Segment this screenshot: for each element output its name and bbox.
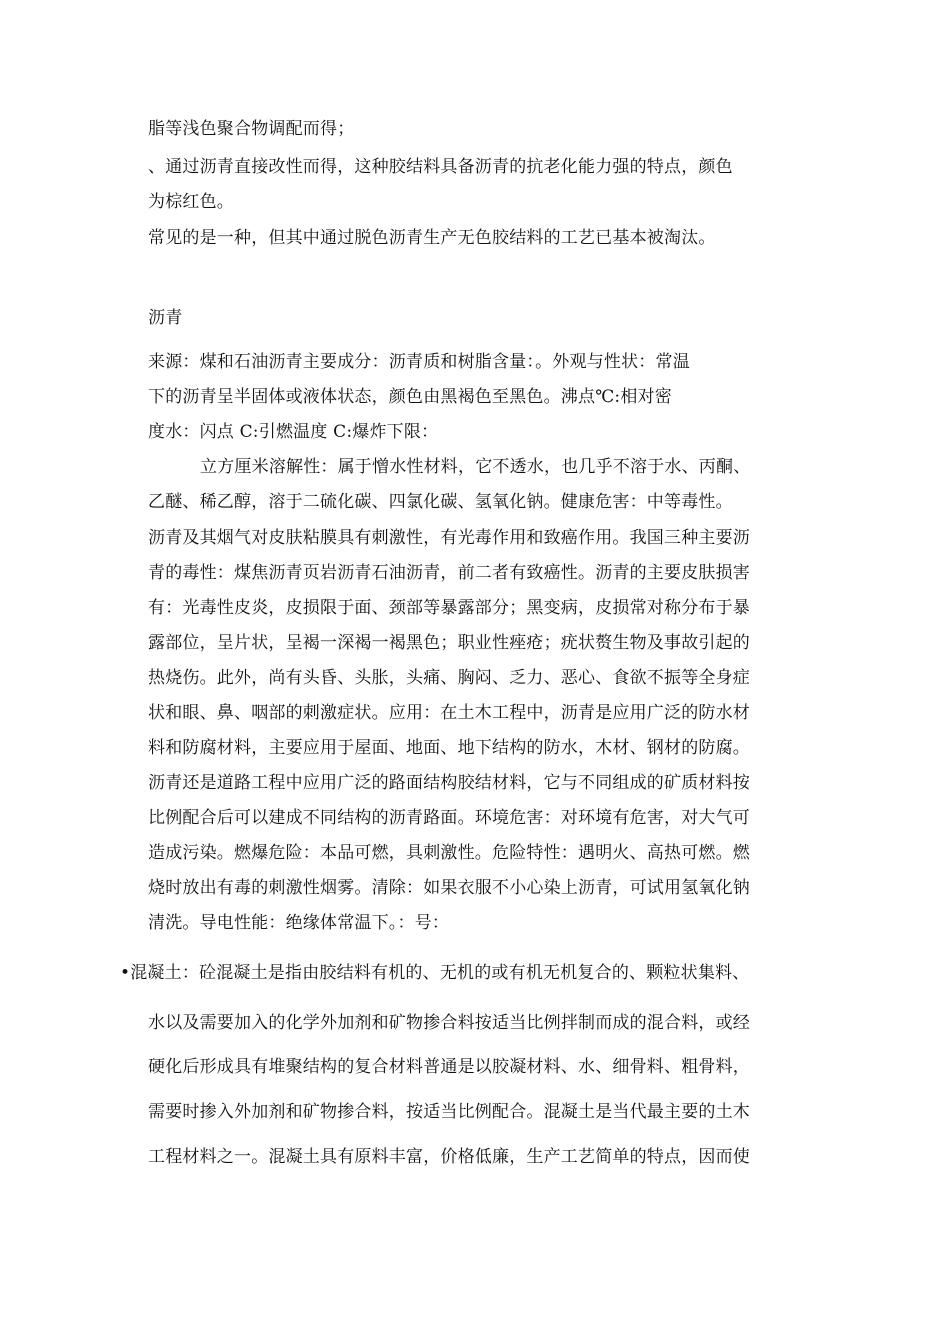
- asphalt-line-14: 比例配合后可以建成不同结构的沥青路面。环境危害：对环境有危害，对大气可: [148, 808, 750, 828]
- asphalt-line-12: 料和防腐材料，主要应用于屋面、地面、地下结构的防水，木材、钢材的防腐。: [148, 738, 750, 758]
- section-title: 沥青: [148, 308, 183, 328]
- asphalt-line-11: 状和眼、鼻、咽部的刺激症状。应用：在土木工程中，沥青是应用广泛的防水材: [148, 703, 750, 723]
- concrete-line-4: 需要时掺入外加剂和矿物掺合料，按适当比例配合。混凝土是当代最主要的土木: [148, 1102, 750, 1122]
- asphalt-line-6: 沥青及其烟气对皮肤粘膜具有刺激性，有光毒作用和致癌作用。我国三种主要沥: [148, 528, 750, 548]
- asphalt-line-17: 清洗。导电性能：绝缘体常温下。：号：: [148, 913, 450, 933]
- asphalt-line-4: 立方厘米溶解性：属于憎水性材料，它不透水，也几乎不溶于水、丙酮、: [200, 457, 751, 477]
- asphalt-line-2: 下的沥青呈半固体或液体状态，颜色由黑褐色至黑色。沸点℃:相对密: [148, 387, 672, 407]
- asphalt-line-15: 造成污染。燃爆危险：本品可燃，具刺激性。危险特性：遇明火、高热可燃。燃: [148, 843, 750, 863]
- asphalt-line-5: 乙醚、稀乙醇，溶于二硫化碳、四氯化碳、氢氧化钠。健康危害：中等毒性。: [148, 492, 733, 512]
- asphalt-line-8: 有：光毒性皮炎，皮损限于面、颈部等暴露部分；黑变病，皮损常对称分布于暴: [148, 598, 750, 618]
- asphalt-line-16: 烧时放出有毒的刺激性烟雾。清除：如果衣服不小心染上沥青，可试用氢氧化钠: [148, 878, 750, 898]
- intro-line-4: 常见的是一种，但其中通过脱色沥青生产无色胶结料的工艺已基本被淘汰。: [148, 228, 716, 248]
- intro-line-1: 脂等浅色聚合物调配而得；: [148, 119, 355, 139]
- concrete-line-3: 硬化后形成具有堆聚结构的复合材料普通是以胶凝材料、水、细骨料、粗骨料，: [148, 1057, 750, 1077]
- asphalt-line-9: 露部位，呈片状，呈褐一深褐一褐黑色；职业性痤疮；疣状赘生物及事故引起的: [148, 633, 750, 653]
- intro-line-3: 为棕红色。: [148, 192, 234, 212]
- asphalt-line-7: 青的毒性：煤焦沥青页岩沥青石油沥青，前二者有致癌性。沥青的主要皮肤损害: [148, 563, 750, 583]
- concrete-line-1: •混凝土：砼混凝土是指由胶结料有机的、无机的或有机无机复合的、颗粒状集料、: [120, 963, 750, 983]
- concrete-line-5: 工程材料之一。混凝土具有原料丰富，价格低廉，生产工艺简单的特点，因而使: [148, 1147, 750, 1167]
- asphalt-line-10: 热烧伤。此外，尚有头昏、头胀，头痛、胸闷、乏力、恶心、食欲不振等全身症: [148, 668, 750, 688]
- concrete-line-2: 水以及需要加入的化学外加剂和矿物掺合料按适当比例拌制而成的混合料，或经: [148, 1013, 750, 1033]
- asphalt-line-1: 来源：煤和石油沥青主要成分：沥青质和树脂含量：。外观与性状：常温: [148, 352, 690, 372]
- asphalt-line-3: 度水：闪点 C:引燃温度 C:爆炸下限：: [148, 422, 439, 442]
- intro-line-2: 、通过沥青直接改性而得，这种胶结料具备沥青的抗老化能力强的特点，颜色: [148, 157, 733, 177]
- asphalt-line-13: 沥青还是道路工程中应用广泛的路面结构胶结材料，它与不同组成的矿质材料按: [148, 773, 750, 793]
